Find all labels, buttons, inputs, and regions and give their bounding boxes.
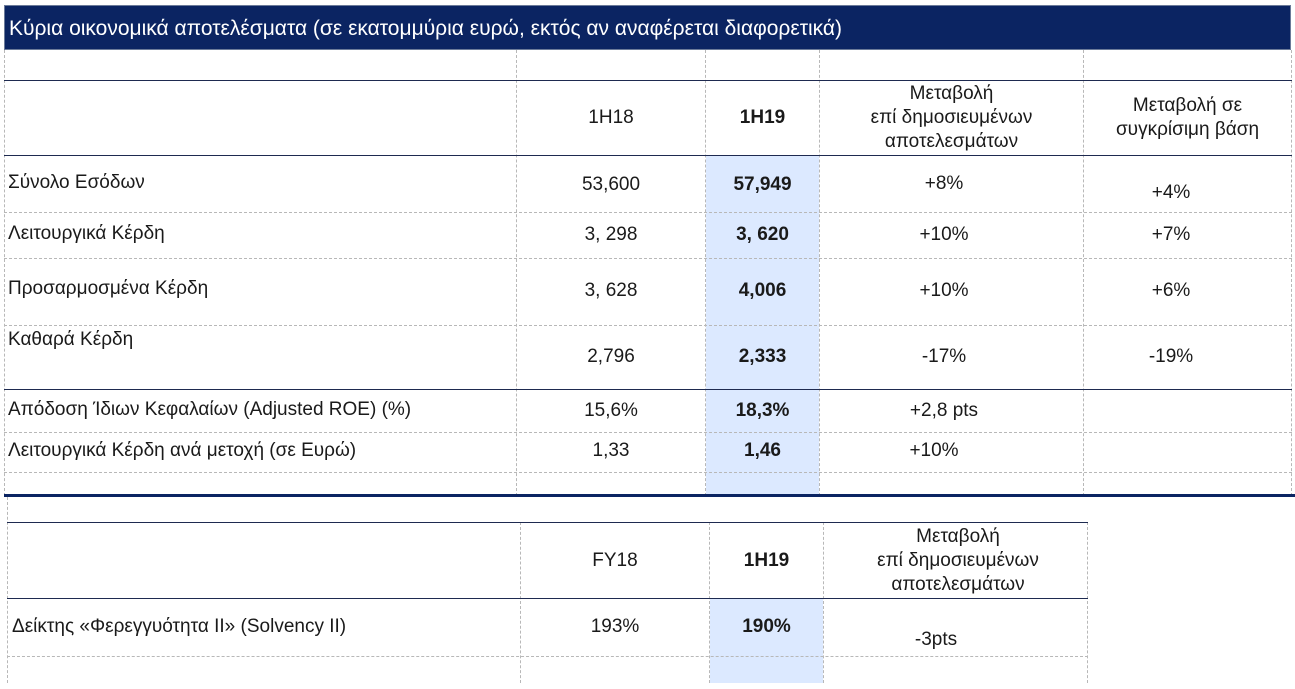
cell-comparable-change: +6%	[1151, 280, 1191, 301]
cell-1h18: 2,796	[587, 346, 635, 367]
header-reported-change	[820, 81, 1083, 155]
cell-1h19: 1,46	[744, 440, 781, 461]
header-comparable-change-line1: Μεταβολή σε	[1132, 95, 1243, 116]
header-reported-change	[824, 523, 1092, 598]
cell-reported-change: +10%	[919, 280, 969, 301]
cell-comparable-change: +7%	[1151, 224, 1191, 245]
header-comparable-change	[1084, 81, 1291, 155]
header-reported-change-line3: αποτελεσμάτων	[884, 131, 1019, 152]
header-fy18: FY18	[592, 549, 638, 571]
cell-1h19: 18,3%	[735, 400, 790, 421]
cell-1h18: 53,600	[581, 174, 641, 195]
header-reported-change-line2: επί δημοσιευμένων	[877, 549, 1039, 571]
cell-reported-change: +10%	[919, 224, 969, 245]
cell-reported-change: +10%	[909, 440, 959, 461]
cell-reported-change: -17%	[921, 346, 967, 367]
cell-reported-change: +8%	[924, 173, 964, 194]
cell-1h19: 3, 620	[736, 224, 789, 245]
cell-1h18: 3, 628	[584, 280, 638, 301]
row-label-solvency-ratio: Δείκτης «Φερεγγυότητα ΙΙ» (Solvency II)	[12, 616, 347, 637]
cell-1h19: 4,006	[738, 280, 787, 301]
cell-comparable-change: +4%	[1151, 182, 1191, 203]
cell-comparable-change	[1084, 398, 1258, 424]
cell-reported-change: -3pts	[914, 629, 958, 650]
row-label-net-income: Καθαρά Κέρδη	[8, 329, 134, 350]
header-reported-change-line2: επί δημοσιευμένων	[870, 107, 1033, 128]
header-1h19: 1H19	[739, 107, 786, 128]
row-label-operating-eps: Λειτουργικά Κέρδη ανά μετοχή (σε Ευρώ)	[8, 440, 357, 461]
cell-1h18: 1,33	[592, 440, 630, 461]
cell-1h19: 190%	[742, 616, 791, 637]
header-1h18: 1H18	[588, 107, 634, 128]
page-title: Κύρια οικονομικά αποτελέσματα (σε εκατομμύρια ευρώ, εκτός αν αναφέρεται διαφορετικά)	[4, 5, 1291, 50]
row-label-total-revenue: Σύνολο Εσόδων	[8, 172, 145, 193]
row-label-operating-earnings: Λειτουργικά Κέρδη	[8, 223, 165, 244]
header-comparable-change-line2: συγκρίσιμη βάση	[1115, 119, 1260, 140]
cell-1h19: 57,949	[733, 174, 792, 195]
row-label-adjusted-earnings: Προσαρμοσμένα Κέρδη	[8, 278, 209, 299]
cell-comparable-change: -19%	[1148, 346, 1194, 367]
header-reported-change-line3: αποτελεσμάτων	[891, 573, 1025, 595]
header-reported-change-line1: Μεταβολή	[909, 83, 994, 104]
cell-1h19: 2,333	[738, 346, 787, 367]
highlight-column-1h19	[710, 599, 823, 683]
cell-1h18: 15,6%	[584, 400, 638, 421]
header-reported-change-line1: Μεταβολή	[916, 525, 1000, 547]
cell-1h18: 3, 298	[584, 224, 638, 245]
header-1h19: 1H19	[743, 549, 790, 571]
cell-reported-change: +2,8 pts	[909, 400, 979, 421]
cell-comparable-change	[1084, 438, 1258, 464]
row-label-adjusted-roe: Απόδοση Ίδιων Κεφαλαίων (Adjusted ROE) (%)	[8, 399, 412, 420]
cell-fy18: 193%	[590, 616, 640, 637]
